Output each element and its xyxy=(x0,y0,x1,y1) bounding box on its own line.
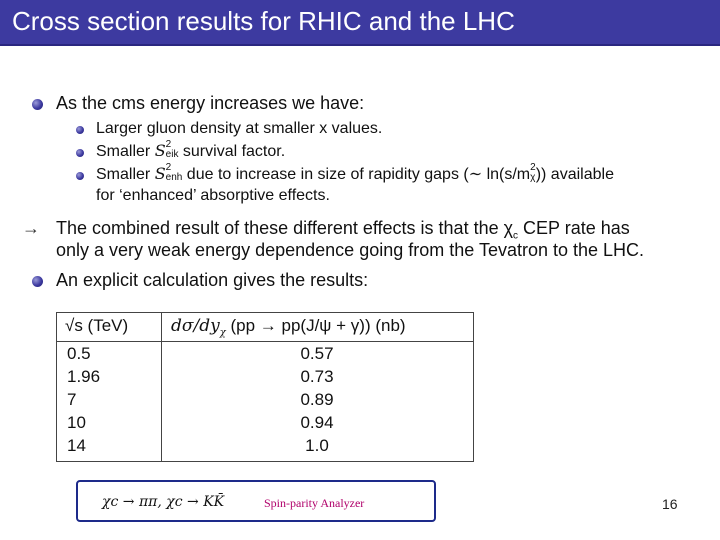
sub2-post: survival factor. xyxy=(182,143,286,160)
table-cell-xsec: 0.73 xyxy=(300,367,334,386)
table-cell-xsec: 0.89 xyxy=(300,390,334,409)
sub3-sub: enh xyxy=(165,171,183,183)
sub-bullet-rapidity-gaps xyxy=(96,161,614,185)
sub3-sup: 2 xyxy=(165,161,172,173)
sub2-sub: eik xyxy=(165,148,179,160)
table-header-xsec xyxy=(171,316,406,338)
results-table xyxy=(56,312,474,462)
bullet-icon xyxy=(32,99,43,110)
bullet-text-explicit-calc: An explicit calculation gives the results: xyxy=(56,270,369,290)
sub3-post: due to increase in size of rapidity gaps (∼ ln(s/m xyxy=(186,166,531,183)
bullet-text-cms-energy: As the cms energy increases we have: xyxy=(56,93,365,113)
sub3-supsub2 xyxy=(530,163,536,183)
sub3-end: )) available xyxy=(535,166,614,183)
footer-box xyxy=(76,480,436,522)
table-header-energy: √s (TeV) xyxy=(65,316,129,335)
sub3-sup2: 2 xyxy=(530,161,536,173)
sub-bullet-gluon-density: Larger gluon density at smaller x values. xyxy=(96,120,383,137)
sub-bullet-rapidity-gaps-line2: for ‘enhanced’ absorptive effects. xyxy=(96,187,330,204)
arrow-line1-end: CEP rate has xyxy=(518,218,630,238)
sub3-pre: Smaller xyxy=(96,166,151,183)
slide-title: Cross section results for RHIC and the LHC xyxy=(12,6,515,36)
page-number: 16 xyxy=(662,496,678,512)
table-header-divider xyxy=(57,341,473,342)
table-cell-energy: 14 xyxy=(67,436,86,455)
title-bar xyxy=(0,0,720,46)
sub2-pre: Smaller xyxy=(96,143,151,160)
arrow-line1-sub: c xyxy=(513,230,519,242)
arrow-icon: → xyxy=(22,218,40,238)
sub3-symbol: S xyxy=(154,164,166,183)
arrow-text-line1 xyxy=(56,218,630,242)
sub3-supsub xyxy=(166,163,183,183)
sub2-sup: 2 xyxy=(165,138,172,150)
arrow-text-line2: only a very weak energy dependence going from the Tevatron to the LHC. xyxy=(56,240,645,260)
sub-bullet-icon xyxy=(76,149,84,157)
table-cell-energy: 7 xyxy=(67,390,77,409)
table-cell-xsec: 1.0 xyxy=(305,436,329,455)
table-cell-energy: 1.96 xyxy=(67,367,101,386)
xsec-header-sub: χ xyxy=(219,327,226,339)
sub2-symbol: S xyxy=(154,141,166,160)
table-cell-energy: 10 xyxy=(67,413,86,432)
table-cell-xsec: 0.94 xyxy=(300,413,334,432)
sub-bullet-icon xyxy=(76,126,84,134)
sub2-supsub xyxy=(166,140,179,160)
arrow-line1-main: The combined result of these different effects is that the χ xyxy=(56,218,514,238)
sub3-sub2: χ xyxy=(530,171,536,183)
table-cell-xsec: 0.57 xyxy=(300,344,334,363)
sub-bullet-survival-factor xyxy=(96,138,286,162)
xsec-header-main: dσ/dy xyxy=(171,316,220,336)
spin-parity-link[interactable]: Spin-parity Analyzer xyxy=(264,496,365,510)
xsec-header-rest: (pp → pp(J/ψ + γ)) (nb) xyxy=(230,316,406,335)
sub-bullet-icon xyxy=(76,172,84,180)
bullet-icon xyxy=(32,276,43,287)
table-cell-energy: 0.5 xyxy=(67,344,91,363)
footer-decay-modes: χc → ππ, χc → KK̄ xyxy=(102,494,225,510)
